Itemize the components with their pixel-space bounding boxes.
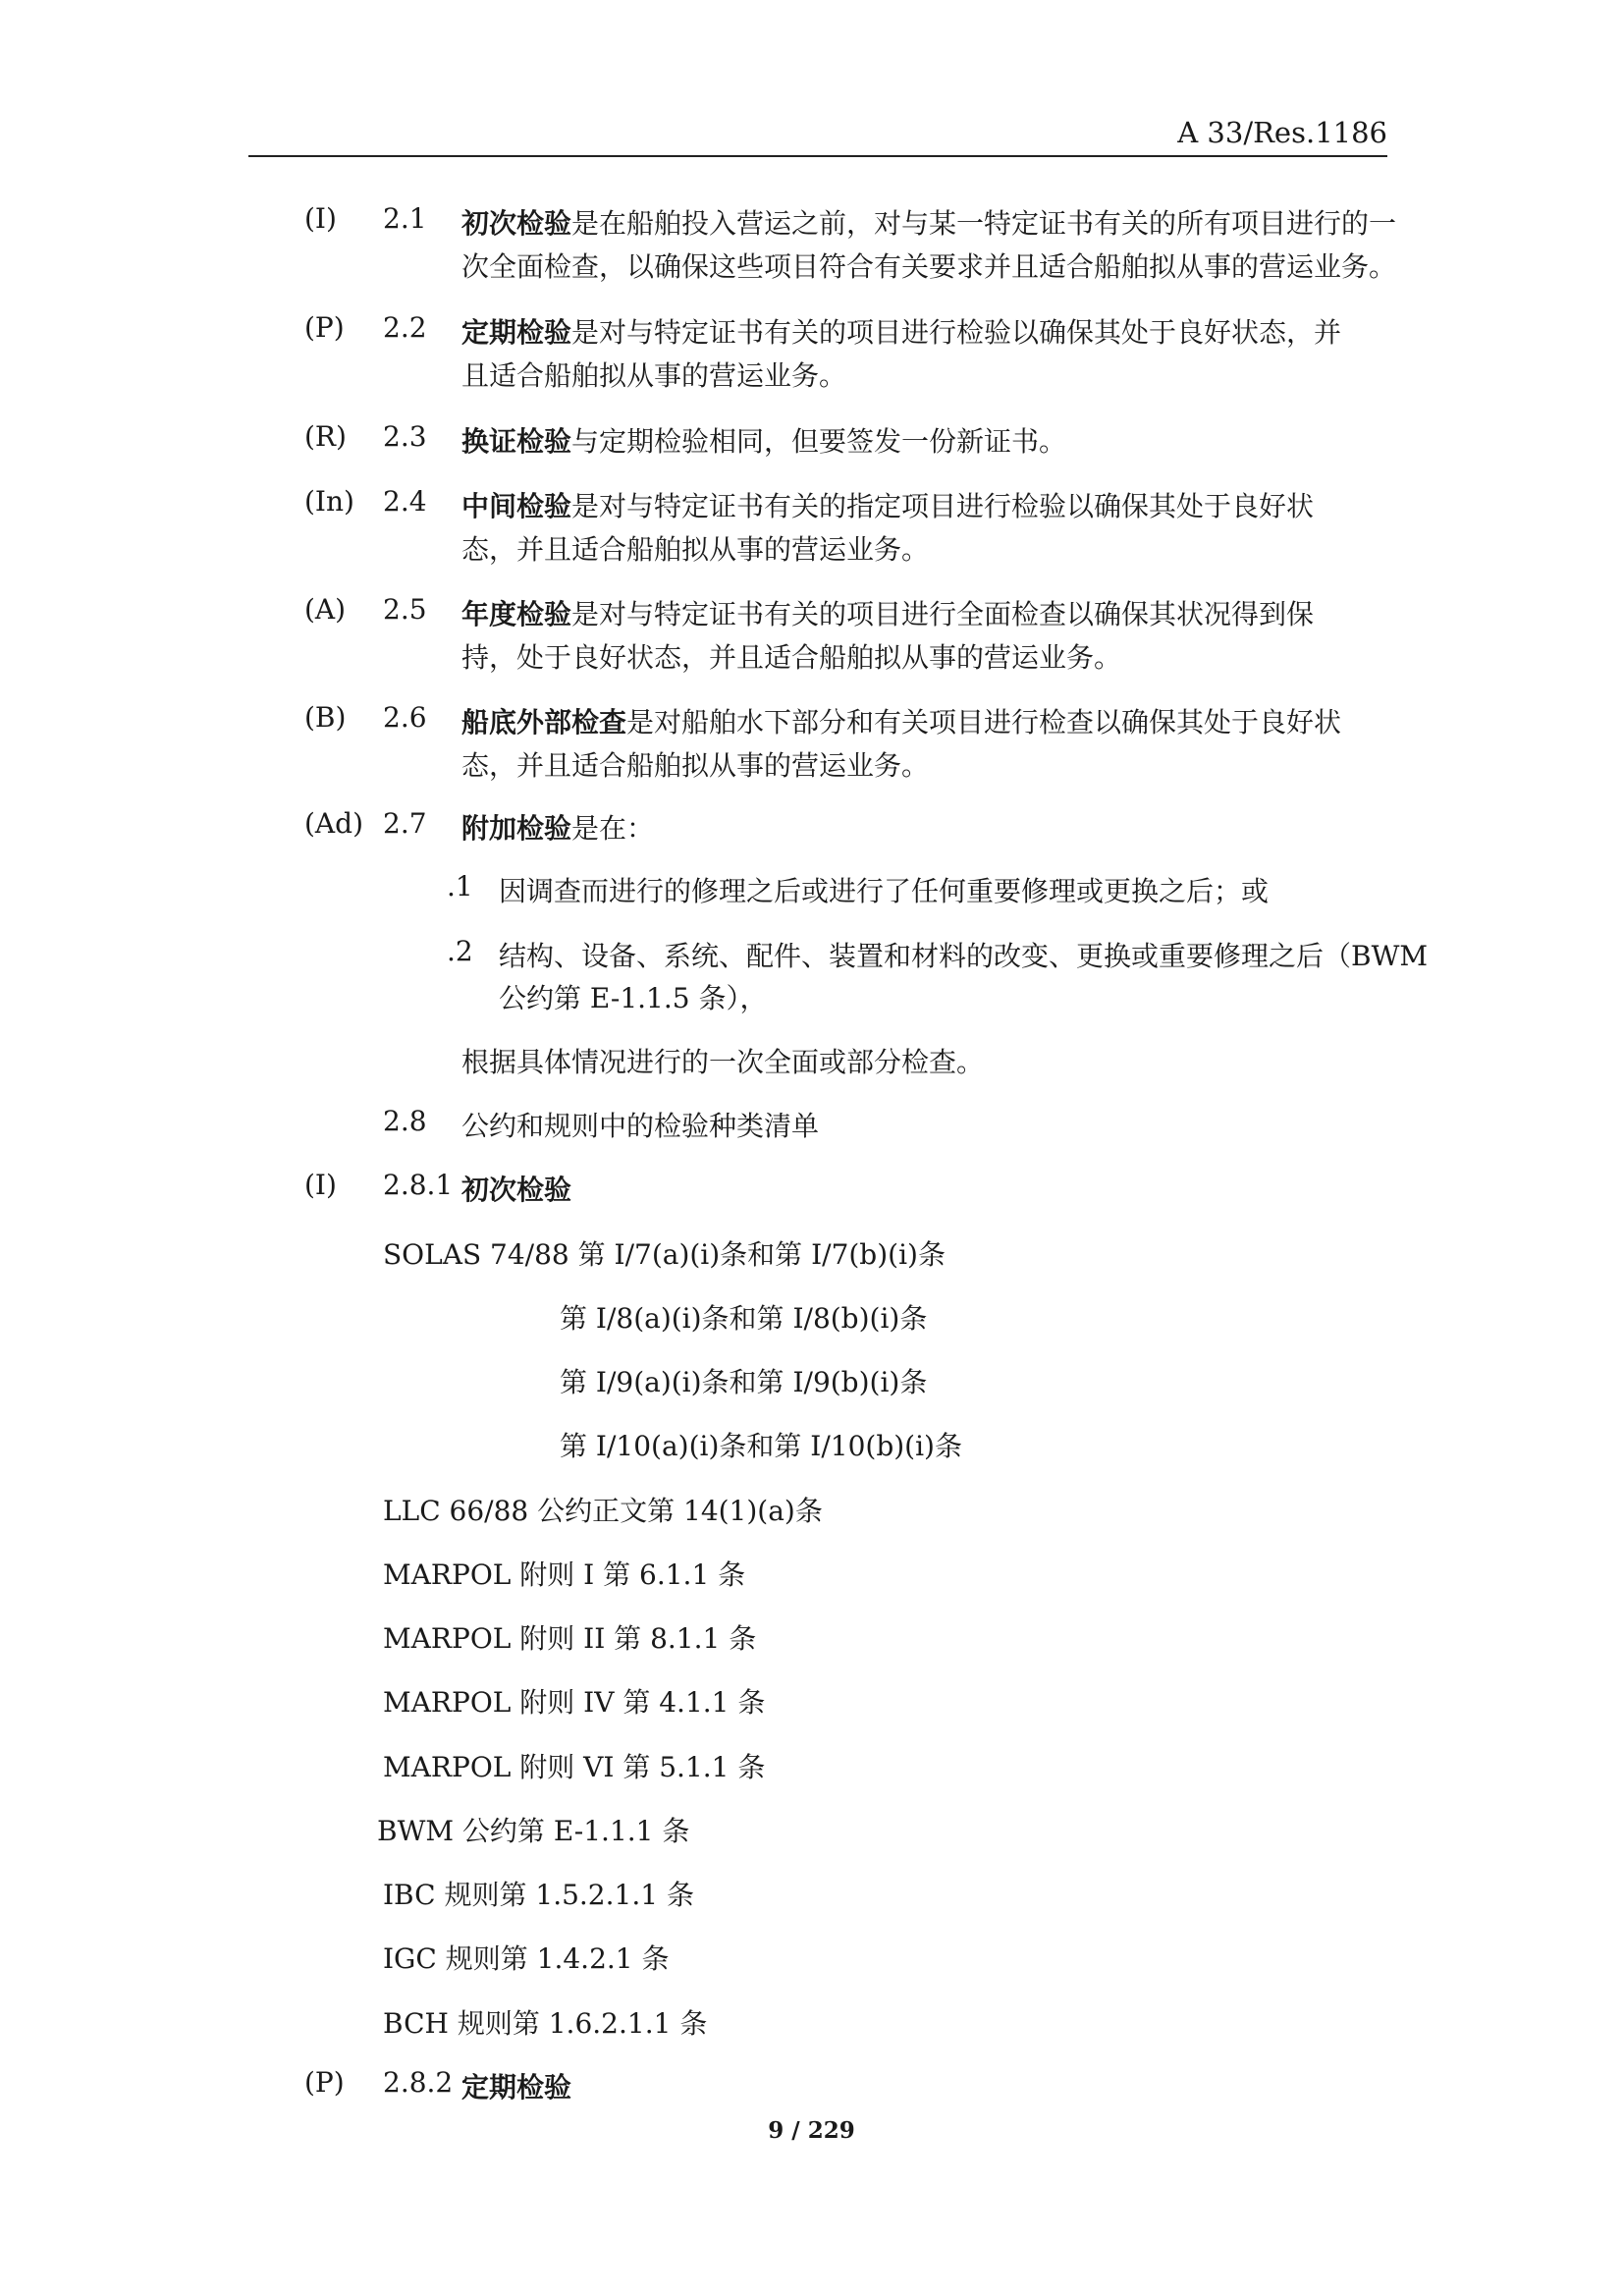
reference-line: SOLAS 74/88 第 I/7(a)(i)条和第 I/7(b)(i)条 — [383, 1238, 946, 1271]
item-text: 是对与特定证书有关的指定项目进行检验以确保其处于良好状 — [571, 490, 1315, 522]
page-number: 9 / 229 — [768, 2117, 855, 2144]
item-tag: (I) — [304, 1169, 337, 1201]
item-number: 2.3 — [383, 420, 427, 453]
reference-line: MARPOL 附则 II 第 8.1.1 条 — [383, 1622, 757, 1655]
item-term: 中间检验 — [461, 490, 572, 522]
sub-item-text-continued: 公约第 E-1.1.5 条）， — [499, 982, 768, 1014]
sub-item-number: .2 — [447, 935, 473, 967]
item-text: 是在船舶投入营运之前，对与某一特定证书有关的所有项目进行的一 — [571, 207, 1397, 240]
section-title: 初次检验 — [461, 1174, 572, 1206]
sub-item-number: .1 — [447, 870, 473, 902]
item-text-continued: 且适合船舶拟从事的营运业务。 — [461, 359, 847, 392]
item-tag: (A) — [304, 593, 347, 626]
item-number: 2.4 — [383, 485, 427, 518]
item-text: 是对与特定证书有关的项目进行全面检查以确保其状况得到保 — [571, 598, 1315, 630]
section-number: 2.8 — [383, 1105, 427, 1137]
item-tag: (Ad) — [304, 807, 363, 840]
sub-item-text: 因调查而进行的修理之后或进行了任何重要修理或更换之后；或 — [499, 875, 1270, 907]
reference-line: MARPOL 附则 IV 第 4.1.1 条 — [383, 1686, 766, 1719]
item-tag: (In) — [304, 485, 354, 518]
item-line — [461, 701, 1341, 740]
reference-line: MARPOL 附则 VI 第 5.1.1 条 — [383, 1751, 766, 1783]
item-text: 是在： — [571, 812, 655, 845]
reference-line: 第 I/10(a)(i)条和第 I/10(b)(i)条 — [560, 1430, 962, 1462]
item-number: 2.7 — [383, 807, 427, 840]
item-text: 是对船舶水下部分和有关项目进行检查以确保其处于良好状 — [626, 706, 1342, 738]
item-tag: (I) — [304, 202, 337, 235]
document-code: A 33/Res.1186 — [1177, 116, 1387, 149]
item-text-continued: 持，处于良好状态，并且适合船舶拟从事的营运业务。 — [461, 641, 1122, 674]
sub-item-text: 结构、设备、系统、配件、装置和材料的改变、更换或重要修理之后（BWM — [499, 940, 1429, 972]
item-number: 2.6 — [383, 701, 427, 734]
item-term: 附加检验 — [461, 812, 572, 845]
header-rule — [248, 155, 1387, 157]
section-title: 定期检验 — [461, 2071, 572, 2104]
item-tag: (P) — [304, 2066, 345, 2099]
item-line — [461, 485, 1314, 524]
section-number: 2.8.2 — [383, 2066, 454, 2099]
item-tag: (P) — [304, 311, 345, 344]
closing-text: 根据具体情况进行的一次全面或部分检查。 — [461, 1046, 985, 1078]
reference-line: MARPOL 附则 I 第 6.1.1 条 — [383, 1558, 746, 1591]
reference-line: IGC 规则第 1.4.2.1 条 — [383, 1942, 670, 1975]
item-text: 是对与特定证书有关的项目进行检验以确保其处于良好状态，并 — [571, 316, 1342, 349]
section-title: 公约和规则中的检验种类清单 — [461, 1110, 820, 1142]
reference-line: BCH 规则第 1.6.2.1.1 条 — [383, 2007, 708, 2040]
item-line — [461, 420, 1066, 460]
reference-line: LLC 66/88 公约正文第 14(1)(a)条 — [383, 1495, 823, 1527]
item-line — [461, 311, 1341, 351]
item-number: 2.1 — [383, 202, 427, 235]
item-term: 年度检验 — [461, 598, 572, 630]
item-number: 2.2 — [383, 311, 427, 344]
item-tag: (B) — [304, 701, 347, 734]
reference-line: IBC 规则第 1.5.2.1.1 条 — [383, 1879, 694, 1911]
item-term: 船底外部检查 — [461, 706, 627, 738]
reference-line: 第 I/8(a)(i)条和第 I/8(b)(i)条 — [560, 1302, 928, 1335]
item-text: 与定期检验相同，但要签发一份新证书。 — [571, 425, 1067, 458]
item-text-continued: 态，并且适合船舶拟从事的营运业务。 — [461, 533, 930, 566]
item-number: 2.5 — [383, 593, 427, 626]
reference-line: 第 I/9(a)(i)条和第 I/9(b)(i)条 — [560, 1366, 928, 1398]
item-term: 换证检验 — [461, 425, 572, 458]
item-term: 定期检验 — [461, 316, 572, 349]
reference-line: BWM 公约第 E-1.1.1 条 — [377, 1815, 690, 1847]
item-line — [461, 202, 1396, 242]
item-text-continued: 态，并且适合船舶拟从事的营运业务。 — [461, 749, 930, 782]
item-tag: (R) — [304, 420, 347, 453]
section-number: 2.8.1 — [383, 1169, 454, 1201]
item-line — [461, 593, 1314, 632]
item-line — [461, 807, 654, 847]
item-text-continued: 次全面检查，以确保这些项目符合有关要求并且适合船舶拟从事的营运业务。 — [461, 250, 1397, 283]
item-term: 初次检验 — [461, 207, 572, 240]
